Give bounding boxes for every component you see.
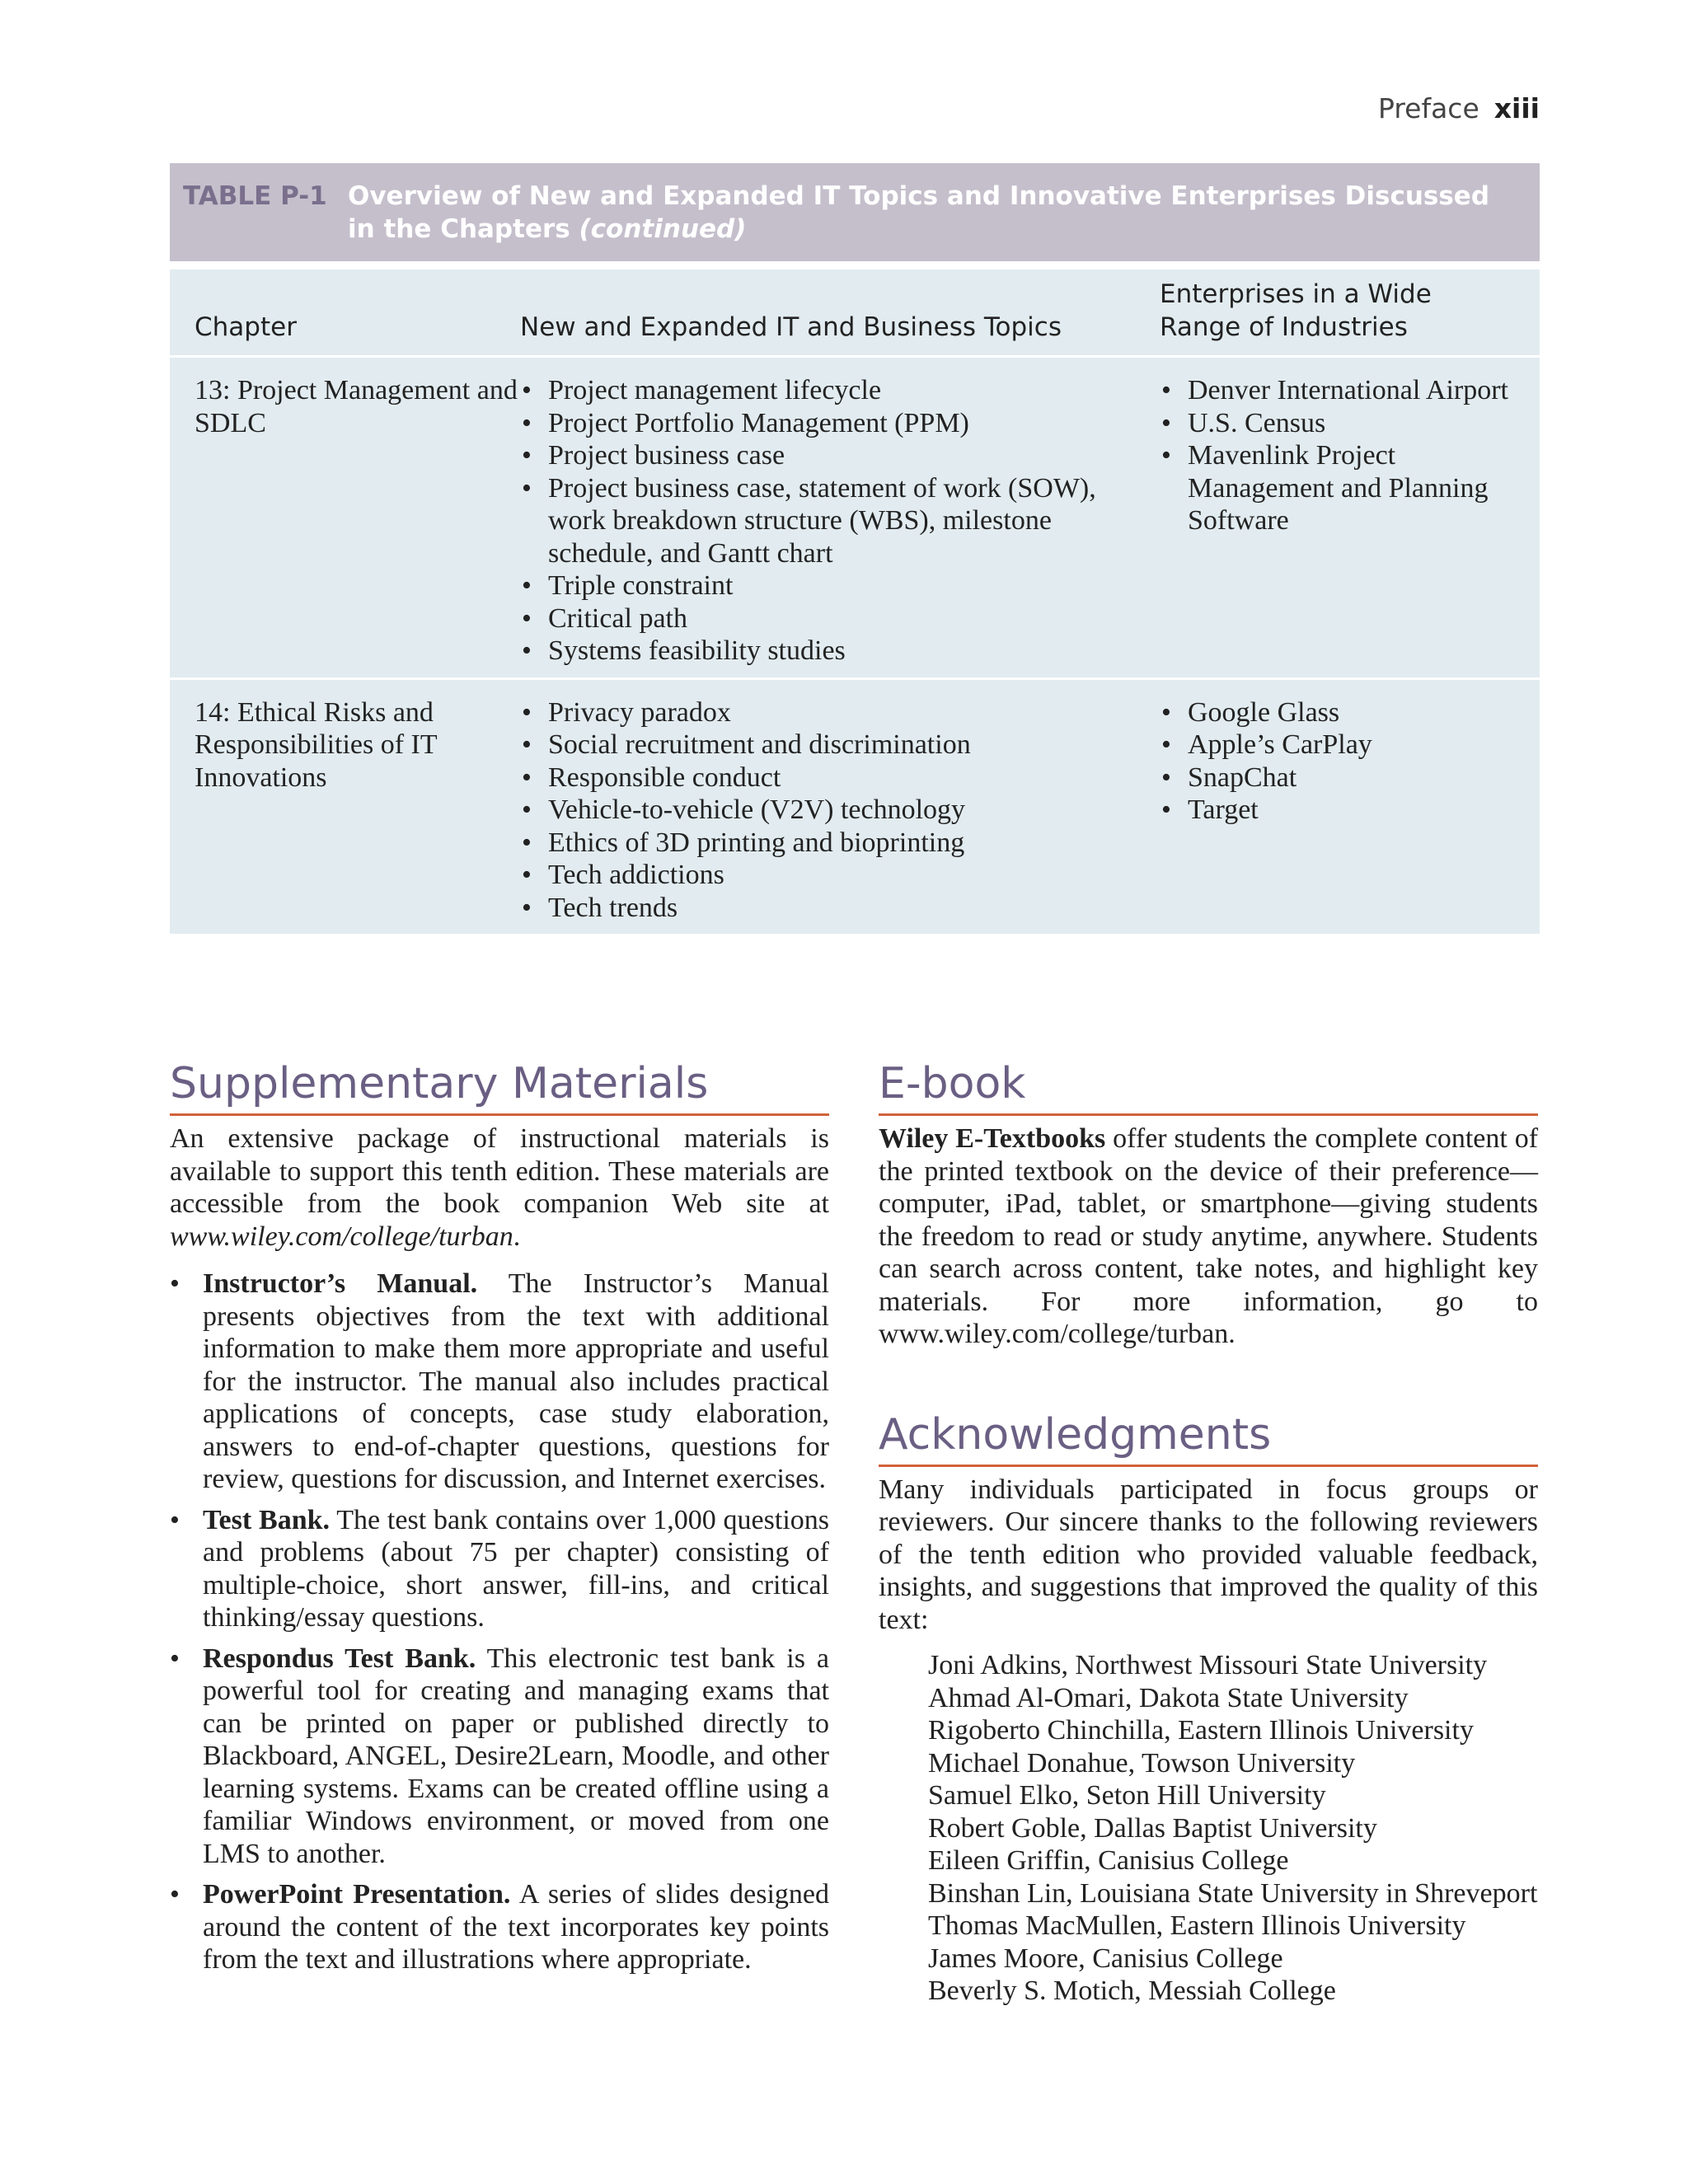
overview-table-block — [170, 163, 1540, 934]
enterprises-cell — [1160, 357, 1540, 679]
header-chapter: Chapter — [170, 269, 520, 357]
table-title: Overview of New and Expanded IT Topics and Innovative Enterprises Discussed in the Chapters (continued) — [348, 181, 1490, 244]
topic-item: • Ethics of 3D printing and bioprinting — [520, 827, 1160, 860]
reviewer-item: Thomas MacMullen, Eastern Illinois University — [928, 1910, 1466, 1941]
enterprise-item: • Apple’s CarPlay — [1160, 729, 1523, 762]
topic-item: • Tech trends — [520, 892, 1160, 925]
header-enterprises: Enterprises in a Wide Range of Industries — [1160, 269, 1540, 357]
enterprise-item: • Mavenlink Project Management and Planning Software — [1160, 439, 1523, 537]
topic-item: • Project business case, statement of work (SOW), work breakdown structure (WBS), milestone schedule, and Gantt chart — [520, 472, 1160, 570]
supplementary-item-text: This electronic test bank is a powerful tool for creating and managing exams that can be printed on paper or published directly to Blackboard, ANGEL, Desire2Learn, Moodle, and other learning systems. Exams can be created offline using a familiar Windows environment, or moved from one LMS to another. — [203, 1643, 830, 1869]
companion-site-url: www.wiley.com/college/turban — [170, 1221, 513, 1252]
running-head — [1378, 92, 1540, 124]
left-column — [170, 1059, 829, 1985]
topic-item: • Critical path — [520, 602, 1160, 635]
supplementary-item-title: Instructor’s Manual. — [203, 1268, 478, 1299]
topic-item: • Responsible conduct — [520, 762, 1160, 794]
supplementary-item-text: A series of slides designed around the content of the text incorporates key points from the text and illustrations where appropriate. — [203, 1879, 829, 1975]
table-label: TABLE P-1 — [183, 181, 327, 211]
table-row — [170, 357, 1540, 679]
topic-item: • Triple constraint — [520, 569, 1160, 602]
table-caption — [170, 163, 1540, 261]
overview-table — [170, 269, 1540, 934]
table-header-row — [170, 269, 1540, 357]
supplementary-heading: Supplementary Materials — [170, 1059, 829, 1116]
page-number: xiii — [1493, 92, 1540, 124]
ebook-heading: E-book — [879, 1059, 1538, 1116]
table-title-suffix: (continued) — [579, 214, 747, 244]
reviewer-item: Rigoberto Chinchilla, Eastern Illinois University — [928, 1715, 1474, 1746]
enterprise-item: • Denver International Airport — [1160, 374, 1523, 407]
reviewer-item: Eileen Griffin, Canisius College — [928, 1845, 1289, 1876]
supplementary-item — [170, 1878, 829, 1976]
reviewer-item: Samuel Elko, Seton Hill University — [928, 1780, 1326, 1811]
chapter-cell: 13: Project Management and SDLC — [195, 375, 518, 438]
topic-item: • Privacy paradox — [520, 696, 1160, 729]
topic-item: • Project Portfolio Management (PPM) — [520, 407, 1160, 440]
reviewer-item: James Moore, Canisius College — [928, 1943, 1283, 1974]
acknowledgments-heading: Acknowledgments — [879, 1410, 1538, 1467]
topic-item: • Social recruitment and discrimination — [520, 729, 1160, 762]
reviewer-item: Binshan Lin, Louisiana State University in Shreveport — [928, 1877, 1538, 1909]
topic-item: • Project management lifecycle — [520, 374, 1160, 407]
supplementary-item-text: The Instructor’s Manual presents objectives from the text with additional information to make them more appropriate and useful for the instructor. The manual also includes practical applications of concepts, case study elaboration, answers to end-of-chapter questions, questions for review, questions for discussion, and Internet exercises. — [203, 1268, 830, 1494]
enterprise-item: • Google Glass — [1160, 696, 1523, 729]
supplementary-item — [170, 1268, 829, 1496]
reviewer-item: Beverly S. Motich, Messiah College — [928, 1975, 1336, 2006]
supplementary-item-title: Respondus Test Bank. — [203, 1643, 476, 1674]
ebook-paragraph: Wiley E-Textbooks offer students the complete content of the printed textbook on the device of their preference—computer, iPad, tablet, or smartphone—giving students the freedom to read or study anytime, anywhere. Students can search across content, take notes, and highlight key materials. For more information, go to www.wiley.com/college/turban. — [879, 1123, 1539, 1349]
enterprise-item: • U.S. Census — [1160, 407, 1523, 440]
topics-cell — [520, 678, 1160, 934]
topic-item: • Project business case — [520, 439, 1160, 472]
reviewer-list — [879, 1649, 1538, 2008]
table-row — [170, 678, 1540, 934]
supplementary-item-text: The test bank contains over 1,000 questions and problems (about 75 per chapter) consisting of multiple-choice, short answer, fill-ins, and critical thinking/essay questions. — [203, 1504, 830, 1633]
topic-item: • Tech addictions — [520, 859, 1160, 892]
topic-item: • Vehicle-to-vehicle (V2V) technology — [520, 794, 1160, 827]
running-head-label: Preface — [1378, 92, 1479, 124]
topics-cell — [520, 357, 1160, 679]
enterprise-item: • Target — [1160, 794, 1523, 827]
reviewer-item: Joni Adkins, Northwest Missouri State University — [928, 1650, 1488, 1680]
supplementary-item — [170, 1504, 829, 1634]
header-topics: New and Expanded IT and Business Topics — [520, 269, 1160, 357]
reviewer-item: Ahmad Al-Omari, Dakota State University — [928, 1682, 1409, 1713]
supplementary-intro: An extensive package of instructional materials is available to support this tenth edition. These materials are accessible from the book companion Web site at www.wiley.com/college/turban. — [170, 1123, 829, 1252]
reviewer-item: Robert Goble, Dallas Baptist University — [928, 1812, 1377, 1844]
chapter-cell: 14: Ethical Risks and Responsibilities of IT Innovations — [170, 678, 520, 934]
supplementary-item-title: PowerPoint Presentation. — [203, 1879, 511, 1910]
enterprises-cell — [1160, 678, 1540, 934]
topic-item: • Systems feasibility studies — [520, 635, 1160, 668]
supplementary-item — [170, 1643, 829, 1871]
acknowledgments-paragraph: Many individuals participated in focus groups or reviewers. Our sincere thanks to the following reviewers of the tenth edition who provided valuable feedback, insights, and suggestions that improved the quality of this text: — [879, 1474, 1538, 1635]
enterprise-item: • SnapChat — [1160, 762, 1523, 794]
supplementary-list — [170, 1268, 829, 1976]
right-column — [879, 1059, 1538, 2008]
reviewer-item: Michael Donahue, Towson University — [928, 1747, 1356, 1779]
supplementary-item-title: Test Bank. — [203, 1504, 331, 1535]
ebook-lead: Wiley E-Textbooks — [879, 1123, 1106, 1154]
